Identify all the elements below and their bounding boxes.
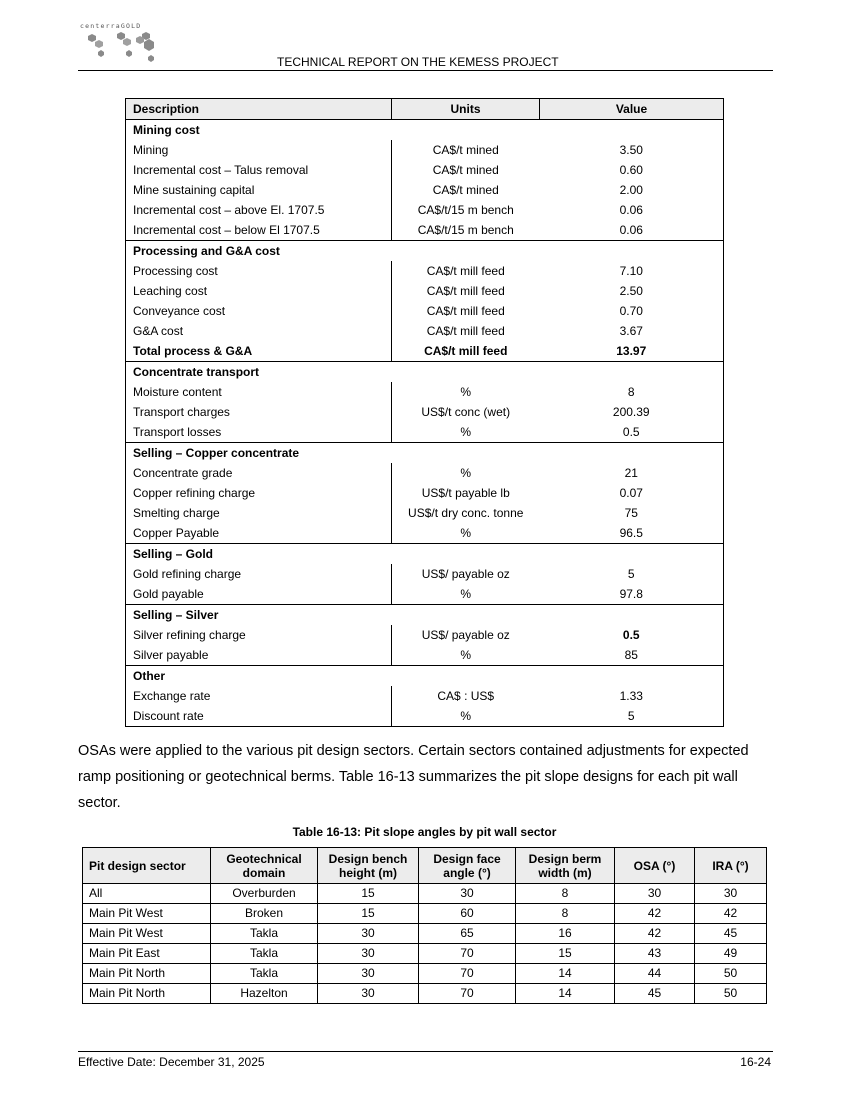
units-cell: % xyxy=(392,523,540,544)
header-rule xyxy=(78,70,773,71)
units-cell: US$/t conc (wet) xyxy=(392,402,540,422)
section-header-row xyxy=(126,666,724,687)
column-header-value: Value xyxy=(540,99,724,120)
column-header-bench-height: Design bench height (m) xyxy=(318,848,419,884)
value-cell: 2.00 xyxy=(540,180,724,200)
company-logo xyxy=(80,22,170,68)
table-row xyxy=(126,422,724,443)
table-cell: 15 xyxy=(318,884,419,904)
table-row xyxy=(126,220,724,241)
table-row xyxy=(126,503,724,523)
effective-date: Effective Date: December 31, 2025 xyxy=(78,1055,265,1069)
units-cell: CA$/t/15 m bench xyxy=(392,200,540,220)
units-cell: US$/t payable lb xyxy=(392,483,540,503)
units-cell: % xyxy=(392,463,540,483)
section-header-row xyxy=(126,605,724,626)
column-header-units: Units xyxy=(392,99,540,120)
table-cell: 42 xyxy=(695,904,767,924)
description-cell: Incremental cost – below El 1707.5 xyxy=(126,220,392,241)
units-cell: % xyxy=(392,706,540,727)
description-cell: Mine sustaining capital xyxy=(126,180,392,200)
value-cell: 0.07 xyxy=(540,483,724,503)
value-cell: 0.60 xyxy=(540,160,724,180)
table-row xyxy=(126,160,724,180)
description-cell: Incremental cost – Talus removal xyxy=(126,160,392,180)
table-cell: 49 xyxy=(695,944,767,964)
value-cell: 0.70 xyxy=(540,301,724,321)
table-row xyxy=(126,564,724,584)
description-cell: Incremental cost – above El. 1707.5 xyxy=(126,200,392,220)
logo-wordmark: centerraGOLD xyxy=(80,22,142,30)
description-cell: Discount rate xyxy=(126,706,392,727)
units-cell: CA$/t mill feed xyxy=(392,321,540,341)
table-cell: 15 xyxy=(318,904,419,924)
description-cell: Leaching cost xyxy=(126,281,392,301)
section-title: Selling – Gold xyxy=(126,544,724,565)
value-cell: 200.39 xyxy=(540,402,724,422)
cost-parameters-table xyxy=(125,98,724,727)
table-cell: Broken xyxy=(211,904,318,924)
table-cell: 30 xyxy=(318,964,419,984)
table-caption: Table 16-13: Pit slope angles by pit wall sector xyxy=(292,825,557,839)
description-cell: Transport losses xyxy=(126,422,392,443)
description-cell: Silver refining charge xyxy=(126,625,392,645)
table-row xyxy=(83,904,767,924)
table-row xyxy=(83,984,767,1004)
description-cell: Gold refining charge xyxy=(126,564,392,584)
description-cell: Processing cost xyxy=(126,261,392,281)
table-cell: 8 xyxy=(516,884,615,904)
value-cell: 97.8 xyxy=(540,584,724,605)
units-cell: US$/ payable oz xyxy=(392,564,540,584)
value-cell: 13.97 xyxy=(540,341,724,362)
table-row xyxy=(83,944,767,964)
column-header-osa: OSA (°) xyxy=(615,848,695,884)
value-cell: 0.06 xyxy=(540,200,724,220)
description-cell: Moisture content xyxy=(126,382,392,402)
table-cell: 50 xyxy=(695,964,767,984)
table-row xyxy=(126,140,724,160)
table-cell: 44 xyxy=(615,964,695,984)
table-cell: Main Pit East xyxy=(83,944,211,964)
table-cell: Overburden xyxy=(211,884,318,904)
table-cell: 43 xyxy=(615,944,695,964)
table-row xyxy=(126,686,724,706)
table-row xyxy=(126,584,724,605)
table-cell: 30 xyxy=(318,984,419,1004)
description-cell: Gold payable xyxy=(126,584,392,605)
section-title: Other xyxy=(126,666,724,687)
description-cell: Transport charges xyxy=(126,402,392,422)
table-cell: 30 xyxy=(615,884,695,904)
value-cell: 5 xyxy=(540,564,724,584)
table-cell: 60 xyxy=(419,904,516,924)
table-cell: 70 xyxy=(419,984,516,1004)
table-row xyxy=(126,645,724,666)
value-cell: 85 xyxy=(540,645,724,666)
table-row xyxy=(83,924,767,944)
table-cell: Takla xyxy=(211,964,318,984)
table-row xyxy=(126,463,724,483)
units-cell: CA$/t mill feed xyxy=(392,301,540,321)
description-cell: Total process & G&A xyxy=(126,341,392,362)
section-header-row xyxy=(126,362,724,383)
units-cell: CA$/t mined xyxy=(392,180,540,200)
table-cell: Takla xyxy=(211,944,318,964)
value-cell: 1.33 xyxy=(540,686,724,706)
table-row xyxy=(126,180,724,200)
column-header-domain: Geotechnical domain xyxy=(211,848,318,884)
units-cell: % xyxy=(392,584,540,605)
table-cell: 65 xyxy=(419,924,516,944)
units-cell: US$/t dry conc. tonne xyxy=(392,503,540,523)
units-cell: % xyxy=(392,382,540,402)
value-cell: 5 xyxy=(540,706,724,727)
page-number: 16-24 xyxy=(740,1055,771,1069)
table-row xyxy=(126,261,724,281)
section-header-row xyxy=(126,443,724,464)
column-header-face-angle: Design face angle (°) xyxy=(419,848,516,884)
column-header-berm-width: Design berm width (m) xyxy=(516,848,615,884)
units-cell: CA$/t/15 m bench xyxy=(392,220,540,241)
table-row xyxy=(126,200,724,220)
section-title: Selling – Silver xyxy=(126,605,724,626)
table-cell: Main Pit North xyxy=(83,984,211,1004)
units-cell: % xyxy=(392,645,540,666)
column-header-sector: Pit design sector xyxy=(83,848,211,884)
table-row xyxy=(83,884,767,904)
section-header-row xyxy=(126,544,724,565)
value-cell: 0.06 xyxy=(540,220,724,241)
value-cell: 7.10 xyxy=(540,261,724,281)
section-header-row xyxy=(126,241,724,262)
units-cell: CA$/t mill feed xyxy=(392,281,540,301)
units-cell: CA$/t mined xyxy=(392,140,540,160)
units-cell: US$/ payable oz xyxy=(392,625,540,645)
value-cell: 3.67 xyxy=(540,321,724,341)
value-cell: 75 xyxy=(540,503,724,523)
table-row xyxy=(126,402,724,422)
description-cell: Exchange rate xyxy=(126,686,392,706)
table-cell: Main Pit West xyxy=(83,924,211,944)
table-cell: 50 xyxy=(695,984,767,1004)
body-paragraph: OSAs were applied to the various pit design sectors. Certain sectors contained adjustments for expected ramp positioning or geotechnical berms. Table 16-13 summarizes the pit slope designs for each pit wall sector. xyxy=(78,743,749,811)
pit-slope-table xyxy=(82,847,767,1004)
column-header-ira: IRA (°) xyxy=(695,848,767,884)
report-title: TECHNICAL REPORT ON THE KEMESS PROJECT xyxy=(277,55,559,69)
table-row xyxy=(126,341,724,362)
section-header-row xyxy=(126,120,724,141)
value-cell: 0.5 xyxy=(540,625,724,645)
table-row xyxy=(126,483,724,503)
description-cell: Conveyance cost xyxy=(126,301,392,321)
table-cell: 30 xyxy=(318,944,419,964)
table-cell: 30 xyxy=(419,884,516,904)
table-cell: 8 xyxy=(516,904,615,924)
table-row xyxy=(126,301,724,321)
table-cell: 45 xyxy=(695,924,767,944)
table-cell: 14 xyxy=(516,964,615,984)
table-row xyxy=(126,706,724,727)
table-cell: Main Pit North xyxy=(83,964,211,984)
section-title: Mining cost xyxy=(126,120,724,141)
units-cell: CA$/t mill feed xyxy=(392,261,540,281)
table-cell: 45 xyxy=(615,984,695,1004)
table-row xyxy=(126,281,724,301)
units-cell: % xyxy=(392,422,540,443)
table-cell: 30 xyxy=(318,924,419,944)
table-cell: 42 xyxy=(615,924,695,944)
value-cell: 2.50 xyxy=(540,281,724,301)
description-cell: Copper refining charge xyxy=(126,483,392,503)
value-cell: 3.50 xyxy=(540,140,724,160)
units-cell: CA$/t mined xyxy=(392,160,540,180)
hexagon-cluster-icon xyxy=(80,22,170,68)
table-cell: Main Pit West xyxy=(83,904,211,924)
table-cell: 42 xyxy=(615,904,695,924)
value-cell: 96.5 xyxy=(540,523,724,544)
table-cell: 16 xyxy=(516,924,615,944)
table-row xyxy=(126,382,724,402)
table-cell: 70 xyxy=(419,944,516,964)
table-cell: 70 xyxy=(419,964,516,984)
table-row xyxy=(83,964,767,984)
description-cell: Mining xyxy=(126,140,392,160)
table-cell: 30 xyxy=(695,884,767,904)
table-row xyxy=(126,523,724,544)
description-cell: Concentrate grade xyxy=(126,463,392,483)
table-row xyxy=(126,625,724,645)
section-title: Concentrate transport xyxy=(126,362,724,383)
value-cell: 0.5 xyxy=(540,422,724,443)
description-cell: Silver payable xyxy=(126,645,392,666)
table-cell: 14 xyxy=(516,984,615,1004)
value-cell: 8 xyxy=(540,382,724,402)
description-cell: Smelting charge xyxy=(126,503,392,523)
section-title: Selling – Copper concentrate xyxy=(126,443,724,464)
units-cell: CA$ : US$ xyxy=(392,686,540,706)
table-row xyxy=(126,321,724,341)
table-cell: Hazelton xyxy=(211,984,318,1004)
units-cell: CA$/t mill feed xyxy=(392,341,540,362)
column-header-description: Description xyxy=(126,99,392,120)
cost-table-header-row xyxy=(126,99,724,120)
table-cell: 15 xyxy=(516,944,615,964)
description-cell: Copper Payable xyxy=(126,523,392,544)
slope-table-header-row xyxy=(83,848,767,884)
value-cell: 21 xyxy=(540,463,724,483)
description-cell: G&A cost xyxy=(126,321,392,341)
table-cell: Takla xyxy=(211,924,318,944)
footer-rule xyxy=(78,1051,773,1052)
section-title: Processing and G&A cost xyxy=(126,241,724,262)
table-cell: All xyxy=(83,884,211,904)
